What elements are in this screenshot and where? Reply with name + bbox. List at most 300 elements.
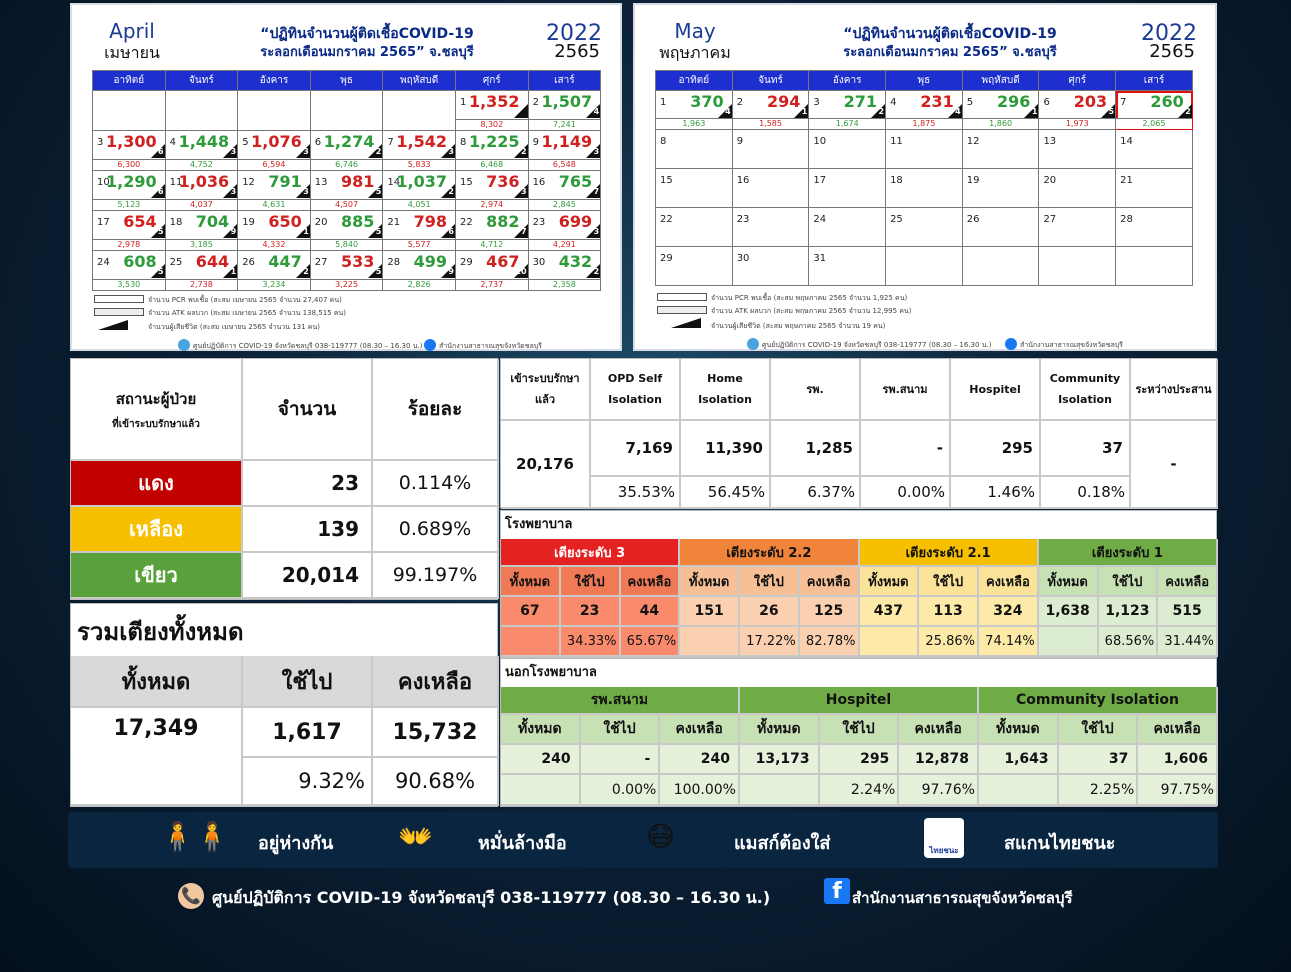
day-cell [456,171,529,211]
april-calendar [70,3,622,351]
atk-count: 2,978 [93,239,165,250]
treat-value: 37 [1041,421,1131,477]
legend-pcr-box [657,293,707,301]
group-subheader: ทั้งหมด [501,715,581,745]
treat-pct: 0.18% [1041,477,1131,509]
day-number: 11 [890,136,903,147]
status-yellow-count: 139 [243,507,373,553]
day-cell [1039,130,1116,169]
group-pct: 97.75% [1138,775,1218,806]
day-cell [809,130,886,169]
day-number: 18 [169,217,183,228]
day-number: 24 [813,214,827,225]
status-red-count: 23 [243,461,373,507]
day-number: 25 [169,257,183,268]
day-number: 6 [314,137,322,148]
day-number: 16 [736,175,750,186]
treat-pct: 1.46% [951,477,1041,509]
level-pct: 34.33% [561,627,621,657]
level-value: 26 [740,597,800,627]
atk-count: 2,737 [456,279,528,290]
level-pct [501,627,561,657]
weekday-header: จันทร์ [166,71,239,91]
treat-header: Community Isolation [1041,359,1131,421]
weekday-header: จันทร์ [733,71,810,91]
tip-mask: แมสก์ต้องใส่ [734,833,831,854]
hospital-beds-table [500,510,1217,658]
day-cell [809,169,886,208]
facebook-icon [424,339,436,351]
beds-used-value: 1,617 [243,708,373,758]
phone-icon [747,338,759,350]
day-cell [1039,247,1116,286]
treat-pending: - [1131,421,1218,509]
death-count: 10 [515,267,527,276]
group-pct: 0.00% [581,775,661,806]
atk-count: 6,746 [311,159,383,170]
beds-remaining-header: คงเหลือ [373,656,499,708]
day-cell [456,131,529,171]
death-count: 3 [593,147,600,156]
atk-count: 1,585 [733,118,809,129]
level-subheader: ใช้ไป [1099,567,1159,597]
treat-value: 1,285 [771,421,861,477]
day-cell [529,171,602,211]
hospital-title: โรงพยาบาล [505,517,573,532]
death-count: 5 [158,227,164,236]
group-value: 37 [1059,745,1139,775]
atk-count: 4,332 [238,239,310,250]
day-cell [238,171,311,211]
atk-count: 3,234 [238,279,310,290]
group-pct: 2.25% [1059,775,1139,806]
day-cell [1116,130,1193,169]
atk-count: 4,291 [529,239,601,250]
weekday-header: เสาร์ [529,71,602,91]
treat-value: 295 [951,421,1041,477]
day-number: 29 [459,257,473,268]
day-number: 1 [459,97,467,108]
calendar-grid [655,70,1193,286]
day-cell [529,211,602,251]
day-cell [656,91,733,130]
atk-count: 4,037 [166,199,238,210]
day-number: 19 [242,217,255,228]
level-pct: 25.86% [919,627,979,657]
day-cell [311,171,384,211]
calendar-title: “ปฏิทินจำนวนผู้ติดเชื้อCOVID-19 [843,26,1057,42]
day-number: 11 [169,177,183,188]
calendar-subtitle: ระลอกเดือนมกราคม 2565” จ.ชลบุรี [843,45,1057,60]
day-number: 7 [387,137,394,148]
day-number: 5 [242,137,249,148]
day-number: 23 [736,214,750,225]
pcr-count: 432 [558,252,593,271]
death-count: 5 [1108,107,1115,116]
death-count: 6 [158,187,164,196]
atk-count: 6,594 [238,159,310,170]
day-number: 18 [890,175,903,186]
status-header-sub: ที่เข้าระบบรักษาแล้ว [112,418,200,430]
weekday-header: ศุกร์ [456,71,529,91]
atk-count: 5,840 [311,239,383,250]
status-red-pct: 0.114% [373,461,499,507]
atk-count: 1,674 [809,118,885,129]
day-number: 10 [813,136,827,147]
pcr-count: 650 [268,212,302,231]
atk-count: 4,712 [456,239,528,250]
day-number: 21 [387,217,401,228]
month-en: April [109,19,155,43]
group-pct [740,775,820,806]
group-pct: 2.24% [820,775,900,806]
day-number: 25 [890,214,903,225]
beds-total-value: 17,349 [71,708,243,806]
death-count: 2 [303,267,309,276]
day-cell [456,251,529,291]
pcr-count: 798 [413,212,447,231]
legend-pcr: จำนวน PCR พบเชื้อ (สะสม พฤษภาคม 2565 จำนวน 1,925 คน) [711,294,908,302]
phone-icon [178,339,190,351]
day-cell [238,91,311,131]
footer-phone: ศูนย์ปฏิบัติการ COVID-19 จังหวัดชลบุรี 038-119777 (08.30 – 16.30 น.) [212,888,771,907]
day-cell [93,211,166,251]
status-yellow-label: เหลือง [71,507,243,553]
day-cell [656,247,733,286]
level-header: เตียงระดับ 2.1 [860,539,1039,567]
calendar-title: “ปฏิทินจำนวนผู้ติดเชื้อCOVID-19 [260,26,474,42]
atk-count: 2,974 [456,199,528,210]
legend-death-triangle [671,318,701,328]
day-cell [1116,208,1193,247]
day-cell [963,208,1040,247]
weekday-header: เสาร์ [1116,71,1193,91]
day-cell [963,169,1040,208]
level-pct: 65.67% [621,627,681,657]
level-subheader: คงเหลือ [1158,567,1218,597]
level-subheader: ทั้งหมด [501,567,561,597]
level-pct: 68.56% [1099,627,1159,657]
day-cell [166,131,239,171]
day-cell [311,91,384,131]
treat-header: Home Isolation [681,359,771,421]
legend-atk: จำนวน ATK ผลบวก (สะสม เมษายน 2565 จำนวน 138,515 คน) [148,309,347,317]
death-triangle [514,104,528,118]
day-cell [656,169,733,208]
pcr-count: 533 [340,252,375,271]
prevention-tips-bar [68,812,1218,868]
day-number: 19 [966,175,980,186]
day-cell [1116,91,1193,130]
pcr-count: 1,076 [251,132,302,151]
atk-count: 3,225 [311,279,383,290]
treat-header: ระหว่างประสาน [1131,359,1218,421]
pcr-count: 499 [413,252,447,271]
pcr-count: 1,507 [541,92,593,111]
atk-count: 2,065 [1116,118,1192,129]
legend-pcr: จำนวน PCR พบเชื้อ (สะสม เมษายน 2565 จำนวน 27,407 คน) [148,296,342,304]
treat-value: 7,169 [591,421,681,477]
day-number: 24 [97,257,110,268]
day-number: 17 [813,175,827,186]
pcr-count: 1,448 [178,132,230,151]
group-value: 1,643 [979,745,1059,775]
day-number: 14 [387,177,401,188]
treat-total: 20,176 [501,421,591,509]
weekday-header: พฤหัสบดี [383,71,456,91]
beds-total-header: ทั้งหมด [71,656,243,708]
day-number: 20 [1043,175,1057,186]
day-cell [529,91,602,131]
death-count: 6 [158,147,164,156]
level-pct [1039,627,1099,657]
day-cell [311,251,384,291]
day-number: 2 [532,97,539,108]
group-value: 240 [660,745,740,775]
level-subheader: ใช้ไป [740,567,800,597]
atk-count: 3,185 [166,239,238,250]
atk-count: 6,548 [529,159,601,170]
death-count: 2 [520,147,527,156]
pcr-count: 271 [843,92,878,111]
death-count: 3 [230,147,237,156]
pcr-count: 736 [486,172,520,191]
atk-count: 2,826 [383,279,455,290]
day-cell [886,130,963,169]
day-cell [963,130,1040,169]
group-value: 1,606 [1138,745,1218,775]
day-cell [311,211,384,251]
percent-header: ร้อยละ [373,359,499,461]
thaichana-logo: ไทยชนะ [924,818,964,858]
level-value: 1,638 [1039,597,1099,627]
status-green-count: 20,014 [243,553,373,599]
level-subheader: ใช้ไป [919,567,979,597]
calendar-footer-phone: ศูนย์ปฏิบัติการ COVID-19 จังหวัดชลบุรี 038-119777 (08.30 – 16.30 น.) [762,341,992,349]
day-number: 9 [532,137,539,148]
pcr-count: 704 [195,212,230,231]
day-number: 2 [736,97,744,108]
level-pct: 31.44% [1158,627,1218,657]
day-number: 9 [736,136,744,147]
day-number: 31 [813,253,827,264]
day-cell [166,251,239,291]
legend-death: จำนวนผู้เสียชีวิต (สะสม พฤษภาคม 2565 จำนวน 19 คน) [711,322,886,330]
treat-pct: 56.45% [681,477,771,509]
may-calendar [633,3,1217,351]
death-count: 3 [303,147,309,156]
day-number: 4 [169,137,176,148]
treat-header: เข้าระบบรักษาแล้ว [501,359,591,421]
day-cell [1039,91,1116,130]
day-number: 10 [97,177,110,188]
death-count: 4 [593,107,600,116]
status-yellow-pct: 0.689% [373,507,499,553]
weekday-header: อาทิตย์ [656,71,733,91]
pcr-count: 699 [558,212,593,231]
calendar-footer-fb: สำนักงานสาธารณสุขจังหวัดชลบุรี [1020,341,1123,349]
day-cell [93,131,166,171]
group-subheader: ทั้งหมด [740,715,820,745]
day-number: 22 [459,217,473,228]
day-number: 4 [890,97,897,108]
group-header: รพ.สนาม [501,687,740,715]
pcr-count: 1,352 [468,92,520,111]
day-number: 17 [97,217,110,228]
treat-header: รพ. [771,359,861,421]
status-red-label: แดง [71,461,243,507]
day-cell [886,208,963,247]
day-cell [456,211,529,251]
day-cell [656,130,733,169]
legend-atk: จำนวน ATK ผลบวก (สะสม พฤษภาคม 2565 จำนวน 12,995 คน) [711,307,912,315]
group-subheader: คงเหลือ [899,715,979,745]
day-number: 1 [660,97,667,108]
day-cell [1116,169,1193,208]
death-count: 2 [448,187,454,196]
month-en: May [674,19,716,43]
day-number: 27 [314,257,328,268]
level-header: เตียงระดับ 2.2 [680,539,859,567]
beds-used-header: ใช้ไป [243,656,373,708]
day-cell [529,131,602,171]
day-cell [1116,247,1193,286]
tip-distancing: อยู่ห่างกัน [258,833,334,854]
day-number: 21 [1120,175,1133,186]
day-number: 16 [532,177,546,188]
level-value: 113 [919,597,979,627]
count-header: จำนวน [243,359,373,461]
treat-header: Hospitel [951,359,1041,421]
group-value: 295 [820,745,900,775]
day-cell [238,211,311,251]
death-count: 7 [520,227,527,236]
death-count: 9 [230,227,237,236]
day-cell [733,247,810,286]
atk-count: 4,631 [238,199,310,210]
level-subheader: ทั้งหมด [1039,567,1099,597]
pcr-count: 882 [486,212,520,231]
group-value: 13,173 [740,745,820,775]
pcr-count: 447 [268,252,302,271]
level-value: 23 [561,597,621,627]
atk-count: 3,530 [93,279,165,290]
pcr-count: 981 [340,172,375,191]
atk-count: 2,845 [529,199,601,210]
day-number: 28 [387,257,401,268]
day-cell [809,247,886,286]
pcr-count: 765 [558,172,593,191]
group-header: Community Isolation [979,687,1218,715]
death-count: 5 [375,187,382,196]
day-number: 26 [242,257,255,268]
level-header: เตียงระดับ 3 [501,539,680,567]
treat-header: OPD Self Isolation [591,359,681,421]
treat-pct: 6.37% [771,477,861,509]
level-value: 125 [800,597,860,627]
pcr-count: 654 [123,212,157,231]
day-number: 22 [660,214,673,225]
atk-count: 8,302 [456,119,528,130]
day-cell [656,208,733,247]
day-number: 14 [1120,136,1133,147]
year-th: 2565 [1149,41,1195,62]
legend-atk-box [94,308,144,316]
group-subheader: คงเหลือ [660,715,740,745]
group-subheader: ใช้ไป [581,715,661,745]
group-subheader: ใช้ไป [820,715,900,745]
outside-hospital-table [500,658,1217,807]
atk-count: 1,875 [886,118,962,129]
month-th: เมษายน [104,43,160,62]
death-count: 1 [303,227,309,236]
weekday-header: ศุกร์ [1039,71,1116,91]
day-number: 7 [1120,97,1127,108]
death-count: 3 [448,147,454,156]
death-count: 2 [1185,107,1191,116]
atk-count: 1,860 [963,118,1039,129]
legend-death-triangle [98,320,128,330]
atk-count: 5,123 [93,199,165,210]
level-value: 151 [680,597,740,627]
beds-remaining-value: 15,732 [373,708,499,758]
year-th: 2565 [554,41,600,62]
pcr-count: 608 [123,252,157,271]
day-number: 8 [660,136,667,147]
level-pct [860,627,920,657]
atk-count: 1,973 [1039,118,1115,129]
facebook-icon[interactable]: f [824,878,850,904]
pcr-count: 644 [195,252,230,271]
day-number: 12 [966,136,980,147]
pcr-count: 1,274 [323,132,375,151]
death-count: 7 [593,187,600,196]
day-cell [963,247,1040,286]
beds-used-pct: 9.32% [243,758,373,806]
group-pct [979,775,1059,806]
level-subheader: คงเหลือ [979,567,1039,597]
death-count: 2 [878,107,885,116]
level-subheader: ทั้งหมด [680,567,740,597]
day-cell [383,131,456,171]
group-pct: 100.00% [660,775,740,806]
facebook-icon [1005,338,1017,350]
day-number: 30 [532,257,546,268]
level-pct: 82.78% [800,627,860,657]
atk-count: 6,468 [456,159,528,170]
level-value: 324 [979,597,1039,627]
death-count: 9 [448,267,454,276]
treat-header: รพ.สนาม [861,359,951,421]
tip-handwash: หมั่นล้างมือ [478,833,567,854]
atk-count: 7,241 [529,119,601,130]
day-number: 8 [459,137,467,148]
pcr-count: 467 [486,252,520,271]
year-en: 2022 [546,21,602,46]
death-count: 5 [375,227,382,236]
weekday-header: อังคาร [809,71,886,91]
beds-remaining-pct: 90.68% [373,758,499,806]
group-pct: 97.76% [899,775,979,806]
atk-count: 2,738 [166,279,238,290]
treat-pct: 0.00% [861,477,951,509]
group-value: - [581,745,661,775]
death-count: 3 [593,227,600,236]
day-cell [93,171,166,211]
day-cell [93,91,166,131]
death-count: 2 [375,147,382,156]
day-number: 29 [660,253,673,264]
